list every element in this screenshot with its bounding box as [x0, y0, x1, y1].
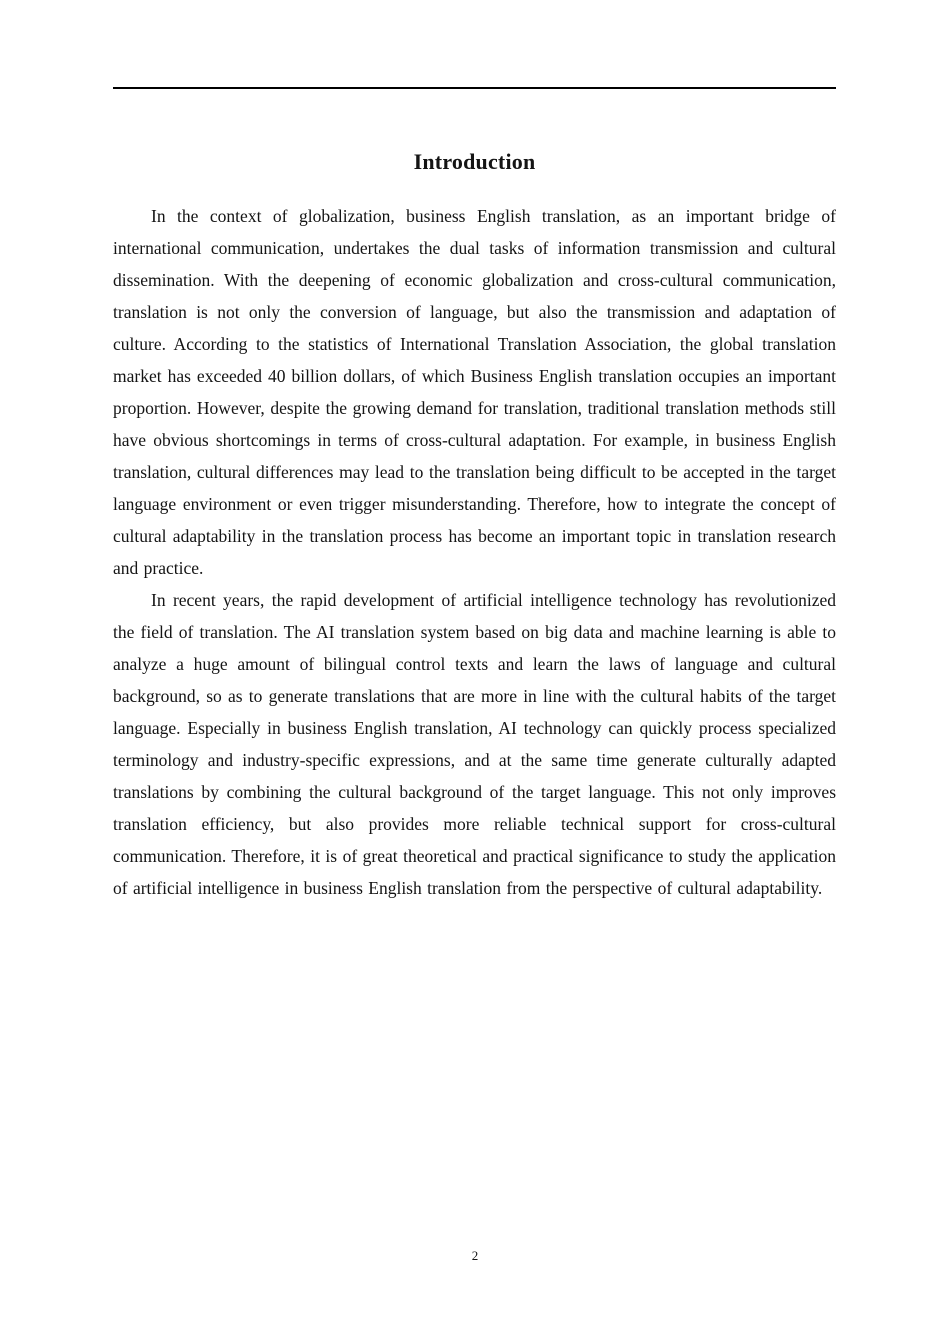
document-body: [113, 200, 836, 904]
header-divider: [113, 87, 836, 89]
paragraph-1: In the context of globalization, business English translation, as an important bridge of international communication, undertakes the dual tasks of information transmission and cultural dissemination. With the deepening of economic globalization and cross-cultural communication, translation is not only the conversion of language, but also the transmission and adaptation of culture. According to the statistics of International Translation Association, the global translation market has exceeded 40 billion dollars, of which Business English translation occupies an important proportion. However, despite the growing demand for translation, traditional translation methods still have obvious shortcomings in terms of cross-cultural adaptation. For example, in business English translation, cultural differences may lead to the translation being difficult to be accepted in the target language environment or even trigger misunderstanding. Therefore, how to integrate the concept of cultural adaptability in the translation process has become an important topic in translation research and practice.: [113, 206, 836, 578]
page-number: 2: [471, 1248, 479, 1263]
page-title: Introduction: [413, 149, 536, 174]
paragraph-2: In recent years, the rapid development of artificial intelligence technology has revolutionized the field of translation. The AI translation system based on big data and machine learning is able to analyze a huge amount of bilingual control texts and learn the laws of language and cultural background, so as to generate translations that are more in line with the cultural habits of the target language. Especially in business English translation, AI technology can quickly process specialized terminology and industry-specific expressions, and at the same time generate culturally adapted translations by combining the cultural background of the target language. This not only improves translation efficiency, but also provides more reliable technical support for cross-cultural communication. Therefore, it is of great theoretical and practical significance to study the application of artificial intelligence in business English translation from the perspective of cultural adaptability.: [113, 590, 836, 898]
